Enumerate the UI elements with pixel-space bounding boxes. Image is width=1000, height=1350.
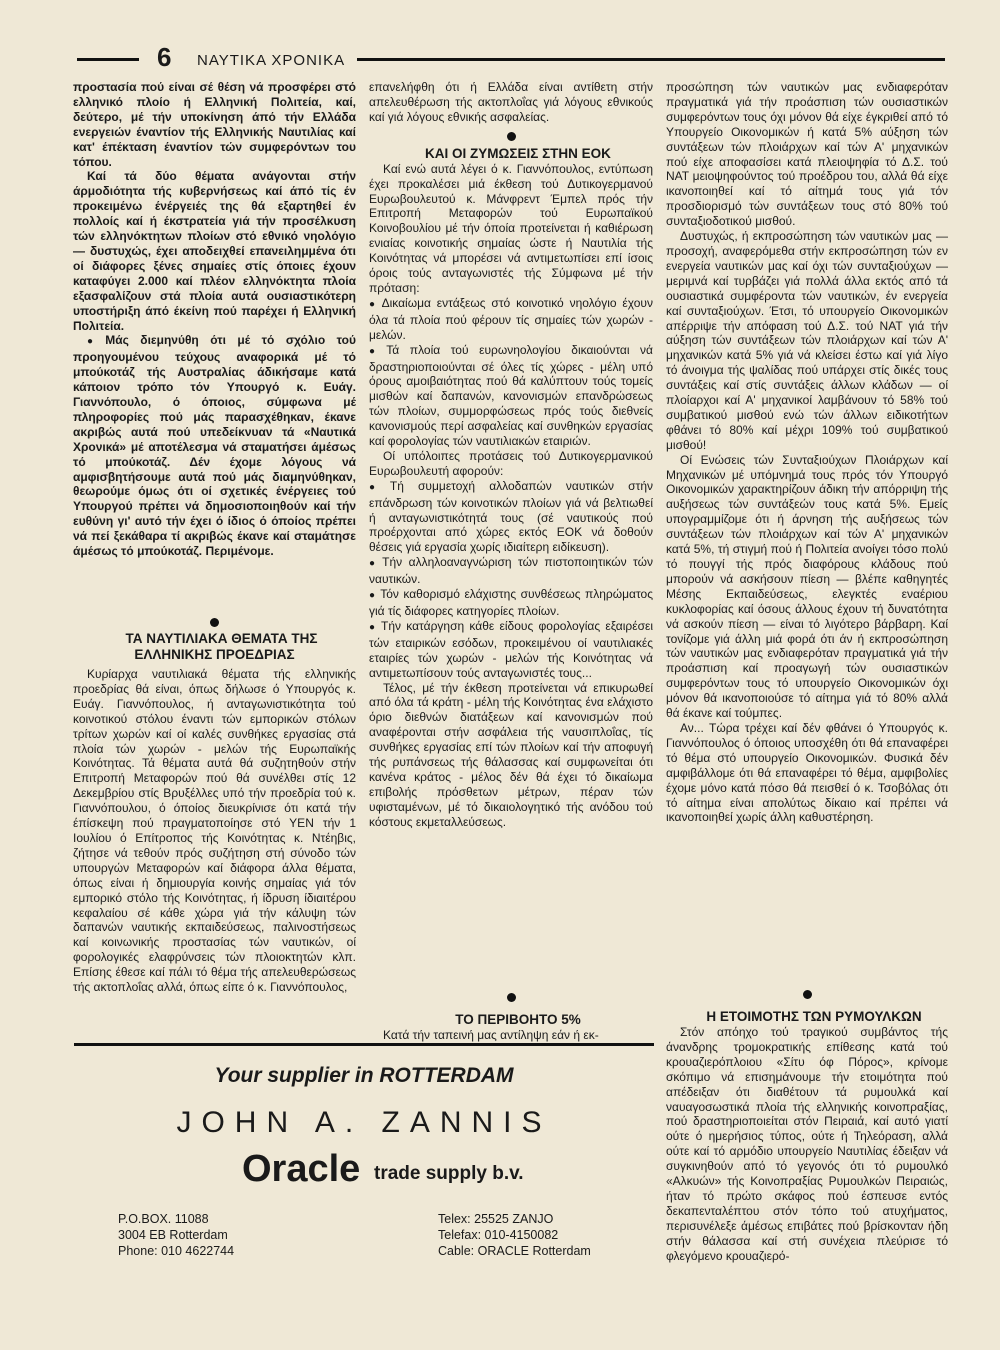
paper-title: ΝΑΥΤΙΚΑ ΧΡΟΝΙΚΑ [197,52,346,69]
ad-address [118,1211,234,1259]
paragraph: Οί Ενώσεις τών Συνταξιούχων Πλοιάρχων καί Μηχανικών μέ υπόμνημά τους πρός τόν Υπουργό Οικονομικών χαρακτηρίζουν άδικη τήν απόρριψη τής αυξήσεως τών συντάξεών τους κατά 5%. Εμείς υπογραμμίζομε ότι ή άρνηση τής αυξήσεως τών συντάξεων τών πλοιάρχων καί τών Α' μηχανικών κατά 5%, τή στιγμή πού ή Πολιτεία ανοίγει τόσο πολύ τό πουγγί τής πρός διαφόρους κλάδους πού μπορούν νά ασκήσουν πίεση — βλέπε καθηγητές Μέσης Εκπαιδεύσεως, ελεγκτές εναέριου κυκλοφορίας καί όσους άλλους έχουν τή δυνατότητα νά ασκούν πίεση — είναι τό λιγότερο βάρβαρη. Καί τονίζομε γιά άλλη μιά φορά ότι άν ή εκπροσώπηση τών ναυτικών μας ενδιαφερόταν πραγματικά γιά τήν προάσπιση καί προαγωγή τών ουσιαστικών συμφερόντων τους τό υπουργείο Οικονομικών όχι μόνον θά ικανοποιούσε τό αίτημα γιά τό 80% αλλά θά έκανε καί τούμπες. [666,452,948,721]
page-number: 6 [157,42,172,72]
ad-telex: Telex: 25525 ZANJO [438,1212,554,1226]
column-2-article [369,1012,653,1043]
bullet-item: ● Τή συμμετοχή αλλοδαπών ναυτικών στήν επάνδρωση τών κοινοτικών πλοίων γιά νά βελτιωθεί ή ανταγωνιστικότητά τους (σέ ναυτικούς πού προέρχονται από χώρες εκτός ΕΟΚ νά δοθούν θέσεις γιά εργασία χωρίς ιδιαίτερη ειδίκευση). [369,479,653,556]
paragraph: Δυστυχώς, ή εκπροσώπηση τών ναυτικών μας — προσοχή, αναφερόμεθα στήν εκπροσώπηση τών εν ενεργεία ναυτικών μας καί όχι τών συνταξιούχων — μεριμνά καί τυρβάζει γιά πολλά άλλα εκτός από τά ουσιαστικά συμφέροντα τών ναυτικών, έν ενεργεία καί συνταξιούχων. Έτσι, τό υπουργείο Οικονομικών απέρριψε τήν απόφαση τού Δ.Σ. τού ΝΑΤ γιά τήν αύξηση τών συντάξεων τών πλοιάρχων καί τών Α' μηχανικών κατά 5% γιά νά κλείσει έστω καί γιά λίγο τό άνοιγμα τής ψαλίδας πού υπάρχει στίς δικές τους συντάξεις καί στίς συντάξεις άλλων κλάδων — οί πλοίαρχοι καί Α' μηχανικοί λαμβάνουν τό 58% τού συμβατικού μισθού ενώ τών άλλων ειδικοτήτων φθάνει τό 80% καί μέχρι 109% τού συμβατικού μισθού! [666,229,948,452]
paragraph: Αν... Τώρα τρέχει καί δέν φθάνει ό Υπουργός κ. Γιαννόπουλος ό όποιος υποσχέθη ότι θά επαναφέρει τό θέμα στό υπουργείο Οικονομικών. Φυσικά δέν αμφιβάλλομε ότι θά επαναφέρει τό θέμα, αμφιβολίες έχομε μόνο κατά πόσο θά πεισθεί ό κ. Τσοβόλας ότι τό αίτημα είναι απολύτως δίκαιο καί πρέπει νά ικανοποιηθεί χωρίς άλλη καθυστέρηση. [666,720,948,825]
ad-contacts [438,1211,591,1259]
ad-tagline: Your supplier in ROTTERDAM [214,1064,514,1087]
column-3 [666,80,948,825]
bullet-item: ● Τά πλοία τού ευρωνηολογίου δικαιούνται νά δραστηριοποιούνται σέ όλες τίς χώρες - μέλη υπό όρους αμοιβαιότητας πού θά καλύπτουν τούς τομείς μισθών καί δαπανών, κανονισμών επανδρώσεως τών πλοίων, συμμορφώσεως πρός τούς διεθνείς κανονισμούς περί ασφαλείας καί συνθηκών εργασίας καί φορολογίας τών ναυτιλιακών εταιριών. [369,343,653,449]
column-2 [369,80,653,830]
masthead [75,40,945,80]
article-heading: ΚΑΙ ΟΙ ΖΥΜΩΣΕΙΣ ΣΤΗΝ ΕΟΚ [425,145,611,161]
ad-telefax: Telefax: 010-4150082 [438,1228,559,1242]
column-1-article [73,618,356,995]
paragraph: προσώπηση τών ναυτικών μας ενδιαφερόταν πραγματικά γιά τήν προάσπιση τών ουσιαστικών συμφερόντων τους όχι μόνον θά είχε έγκριθεί από τό Υπουργείο Οικονομικών ή κατά 5% αύξηση τών συντάξεων τών πλοιάρχων καί τών Α' μηχανικών πού είχε αποφασίσει κατά πλειοψηφία τό Δ.Σ. τού ΝΑΤ μειοψηφούντος τού προέδρου του, αλλά θά είχε ικανοποιηθεί καί τό αίτημά τους γιά τόν προσδιορισμό τών συντάξεων τους στό 80% τού συνταξιοδοτικού μισθού. [666,80,948,229]
paragraph: Καί ενώ αυτά λέγει ό κ. Γιαννόπουλος, εντύπωση έχει προκαλέσει μιά έκθεση τού Δυτικογερμανού Ευρωβουλευτού κ. Μάνφρεντ Έμπελ πρός τήν Επιτροπή Μεταφορών τού Ευρωπαϊκού Κοινοβουλίου μέ τήν όποία προτείνεται ή καθιέρωση ενιαίας κοινοτικής σημαίας ώστε ή Ναυτιλία τής Κοινότητας νά μπορέσει νά αντιμετωπίσει επί ίσοις όροις τούς ανταγωνιστές τής Σύμφωνα μέ τήν πρόταση: [369,161,653,295]
paragraph: Κυρίαρχα ναυτιλιακά θέματα τής ελληνικής προεδρίας θά είναι, όπως δήλωσε ό Υπουργός κ. Ευάγ. Γιαννόπουλος, ή ανταγωνιστικότητα τού κοινοτικού στόλου έναντι τών εμπορικών στόλων τρίτων χωρών καί οί καλές συνθήκες εργασίας στά πλοία τών χωρών - μελών τής Ευρωπαϊκής Κοινότητας. Τά θέματα αυτά θά συζητηθούν στήν Επιτροπή Μεταφορών πού θά συνέλθει στίς 12 Δεκεμβρίου στίς Βρυξέλλες υπό τήν προεδρία τού κ. Γιαννόπουλου, ό όποίος διευκρίνισε ότι κατά τήν έπίσκεψη πού πραγματοποίησε στό ΥΕΝ τήν 1 Ιουλίου ό Επίτροπος τής Κοινότητας κ. Ντέηβις, ζήτησε νά τεθούν πρός συζήτηση στή σύνοδο τών υπουργών Μεταφορών καί διάφορα άλλα θέματα, όπως είναι ή δημιουργία κοινής σημαίας γιά τόν εμπορικό στόλο τής Κοινότητας, ή ίδρυση ίδιαιτέρου κεφαλαίου σέ κάθε χώρα γιά τήν κάλυψη τών δαπανών ναυτικής εκπαιδεύσεως, παλινοστήσεως καί κοινωνικής προστασίας τών ναυτικών, οί φορολογικές ελαφρύνσεις τών πλοιοκτητών κλπ. Επίσης έθεσε καί πάλι τό θέμα τής απελευθερώσεως τής ακτοπλοΐας αλλά, όπως είπε ό κ. Γιαννόπουλος, [73,667,356,995]
column-3-article [666,1009,948,1264]
paragraph: Τέλος, μέ τήν έκθεση προτείνεται νά επικυρωθεί από όλα τά κράτη - μέλη τής Κοινότητας ένα ελάχιστο όριο διεθνών διατάξεων καί κανονισμών πού αναφέρονται στήν ασφάλεια τής ναυσιπλοΐας, τίς συνθήκες εργασίας επί τών πλοίων καί τήν αποφυγή τής ρυπάνσεως τής θάλασσας καί συμφωνείται ότι κανένα κράτος - μέλος δέν θά έχει τό δικαίωμα επιβολής πρόσθετων μέτρων, πέραν τών υφισταμένων, μέ τό δικαιολογητικό τής ανόδου τού κόστους εκμεταλλεύσεως. [369,680,653,829]
article-heading: ΤΟ ΠΕΡΙΒΟΗΤΟ 5% [455,1012,581,1027]
bullet-item: ● Δικαίωμα εντάξεως στό κοινοτικό νηολόγιο έχουν όλα τά πλοία πού φέρουν τίς σημαίες τών χωρών - μελών. [369,296,653,343]
ad-phone: Phone: 010 4622744 [118,1244,235,1258]
bullet-item: ● Τήν αλληλοαναγνώριση τών πιστοποιητικών τών ναυτικών. [369,555,653,587]
paragraph: προστασία πού είναι σέ θέση νά προσφέρει στό ελληνικό πλοίο ή Ελληνική Πολιτεία, καί, δεύτερο, μέ τήν υποκίνηση άπό τήν Ελλάδα ενεργειών έναντίον τής Ελληνικής Ναυτιλίας καί κατ' έπέκταση έναντίον τών συμφερόντων του τόπου. [73,80,356,169]
section-dot [803,990,812,999]
section-dot [507,993,516,1002]
advertisement [74,1043,654,1276]
article-heading: Η ΕΤΟΙΜΟΤΗΣ ΤΩΝ ΡΥΜΟΥΛΚΩΝ [706,1009,922,1024]
section-dot [210,618,219,627]
section-dot [507,132,516,141]
ad-company-name: JOHN A. ZANNIS [176,1106,552,1139]
bullet-item: ● Τόν καθορισμό ελάχιστης συνθέσεως πληρώματος γιά τίς διάφορες κατηγορίες πλοίων. [369,587,653,619]
paragraph: Οί υπόλοιπες προτάσεις τού Δυτικογερμανικού Ευρωβουλευτή αφορούν: [369,448,653,478]
ad-cable: Cable: ORACLE Rotterdam [438,1244,591,1258]
paragraph: ● Μάς διεμηνύθη ότι μέ τό σχόλιο τού προηγουμένου τεύχους αναφορικά μέ τό μπούκοτάζ τής Αυστραλίας άδικήσαμε κατά κάποιον τρόπο τόν Υπουργό κ. Ευάγ. Γιαννόπουλο, ό όποιος, σύμφωνα μέ πληροφορίες πού μάς παρασχέθηκαν, έκανε ακριβώς αυτά πού υπεδείκνυαν τά «Ναυτικά Χρονικά» μέ αποτέλεσμα νά σταματήσει άμέσως τό μπούκοτάζ. Δέν έχομε λόγους νά αμφισβητήσουμε αυτά πού μάς διαμηνύθηκαν, θεωρούμε όμως ότι οί σχετικές ένέργειες τού Υπουργού πρέπει νά δημοσιοποιηθούν καί τήν ευθύνη γι' αυτό τήν έχει ό ίδιος ό όποίος πρέπει νά πεί ξεκάθαρα τί ακριβώς έκανε καί σταμάτησε άμέσως τό μπούκοτάζ. Περιμένομε. [73,333,356,559]
ad-brand: Oracle [242,1148,361,1190]
masthead-rule-left [77,58,139,61]
ad-brand-subtitle: trade supply b.v. [374,1163,524,1184]
article-heading: ΤΑ ΝΑΥΤΙΛΙΑΚΑ ΘΕΜΑΤΑ ΤΗΣ ΕΛΛΗΝΙΚΗΣ ΠΡΟΕΔΡΙΑΣ [125,631,318,662]
ad-address-line: 3004 EB Rotterdam [118,1228,228,1242]
ad-address-line: P.O.BOX. 11088 [118,1212,209,1226]
column-1 [73,80,356,559]
paragraph: Κατά τήν ταπεινή μας αντίληψη εάν ή εκ- [383,1028,599,1042]
masthead-rule-right [357,58,945,61]
paragraph: Στόν απόηχο τού τραγικού συμβάντος τής άνανδρης τρομοκρατικής επίθεσης κατά τού κρουαζιερόπλοιου «Σίτυ όφ Πόρος», κρίνομε σκόπιμο νά επισημάνουμε τήν ετοιμότητα πού απέδειξαν ότι διαθέτουν τά ρυμουλκά καί ναυαγοσωστικά πλοία τής ελληνικής κοινοπραξίας, πού δραστηριοποιείται στόν Πειραιά, καί αυτό γιατί ούτε ό ημερήσιος τύπος, ούτε ή Τηλεόραση, αλλά ούτε καί τό αρμόδιο υπουργείο Ναυτιλίας έδειξαν νά συγκινηθούν από τό γεγονός ότι τό ρυμουλκό «Αλκυών» τής Κοινοπραξίας Ρυμουλκών Πειραιώς, ήταν τό πρώτο σκάφος πού έσπευσε εντός δεκαπενταλέπτου στόν τόπο τού ατυχήματος, περισυνέλεξε άμέσως επιβάτες πού βρίσκονταν ήδη στήν θάλασσα καί στή συνέχεια πλεύρισε τό φλεγόμενο κρουαζιερό- [666,1025,948,1263]
paragraph: Καί τά δύο θέματα ανάγονται στήν άρμοδιότητα τής κυβερνήσεως καί άπό τίς έν προκειμένω ένέργειές της θά εξαρτηθεί έν πολλοίς καί ή έκστρατεία γιά τήν προσέλκυση τών ελληνόκτητων πλοίων στό εθνικό νηολόγιο — δυστυχώς, έχει αποδειχθεί επανειλημμένα ότι οί διάφορες ξένες σημαίες στίς όποιες έχουν καταφύγει 2.000 καί πλέον ελληνόκτητα πλοία εξασφαλίζουν στά πλοία αυτά ουσιαστικότερη υποστήριξη άπό έκείνη πού παρέχει ή Ελληνική Πολιτεία. [73,169,356,333]
bullet-item: ● Τήν κατάργηση κάθε είδους φορολογίας εξαιρέσει τών εταιρικών εσόδων, προκειμένου οί ναυτιλιακές εταιρίες τών χωρών - μελών τής Κοινότητας νά αντιμετωπίσουν τούς ανταγωνιστές τους... [369,619,653,681]
paragraph: επανελήφθη ότι ή Ελλάδα είναι αντίθετη στήν απελευθέρωση τής ακτοπλοΐας γιά λόγους εθνικούς καί γιά λόγους εθνικής ασφαλείας. [369,80,653,124]
